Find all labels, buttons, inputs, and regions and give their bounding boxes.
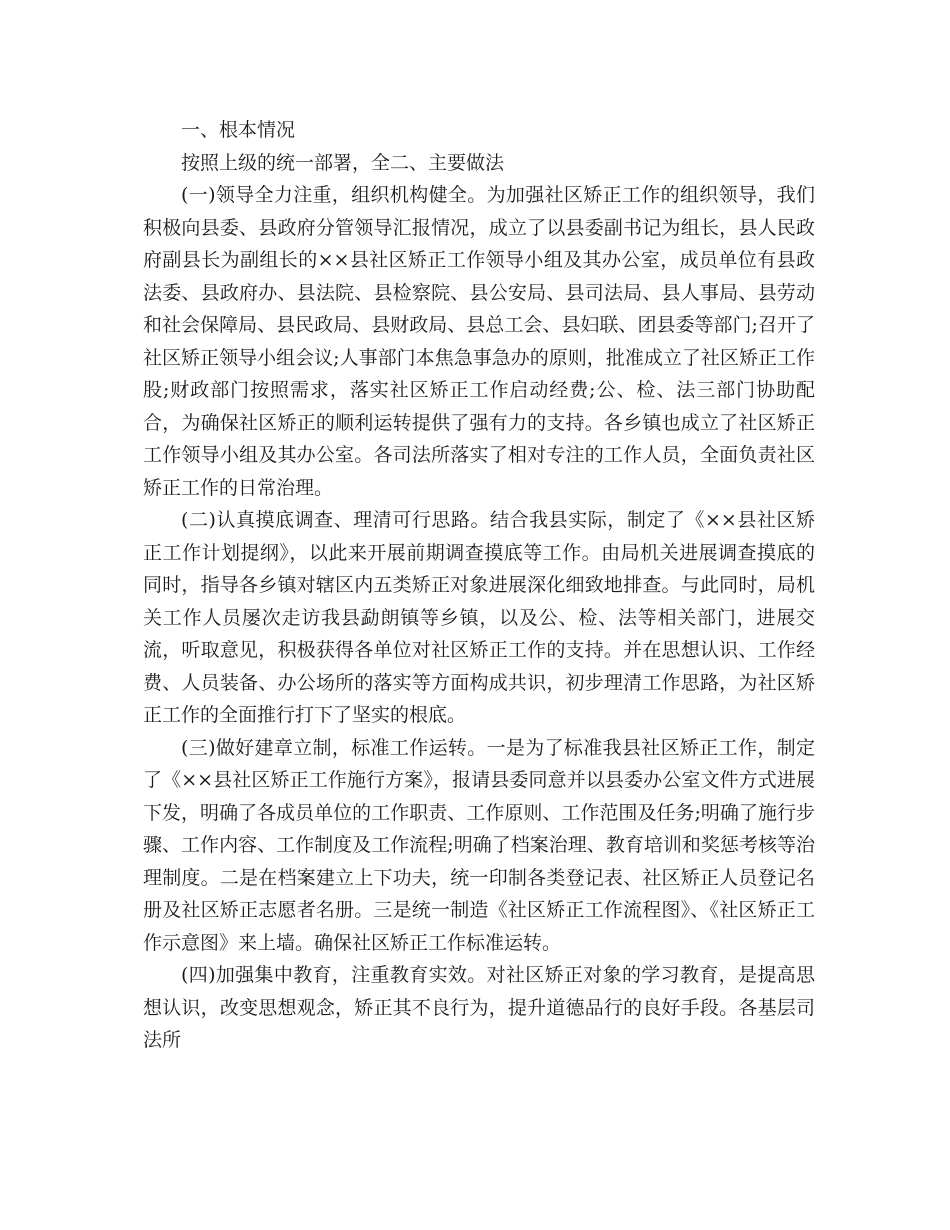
paragraph-leadership: (一)领导全力注重，组织机构健全。为加强社区矫正工作的组织领导，我们积极向县委、县政府分管领导汇报情况，成立了以县委副书记为组长，县人民政府副县长为副组长的××县社区矫正工作领导小组及其办公室，成员单位有县政法委、县政府办、县法院、县检察院、县公安局、县司法局、县人事局、县劳动和社会保障局、县民政局、县财政局、县总工会、县妇联、团县委等部门;召开了社区矫正领导小组会议;人事部门本焦急事急办的原则，批准成立了社区矫正工作股;财政部门按照需求，落实社区矫正工作启动经费;公、检、法三部门协助配合，为确保社区矫正的顺利运转提供了强有力的支持。各乡镇也成立了社区矫正工作领导小组及其办公室。各司法所落实了相对专注的工作人员，全面负责社区矫正工作的日常治理。 xyxy=(143,184,815,499)
intro-line: 按照上级的统一部署，全二、主要做法 xyxy=(181,151,505,174)
paragraph-education: (四)加强集中教育，注重教育实效。对社区矫正对象的学习教育，是提高思想认识，改变思想观念，矫正其不良行为，提升道德品行的良好手段。各基层司法所 xyxy=(143,964,815,1051)
paragraph-regulations: (三)做好建章立制，标准工作运转。一是为了标准我县社区矫正工作，制定了《××县社区矫正工作施行方案》，报请县委同意并以县委办公室文件方式进展下发，明确了各成员单位的工作职责、工作原则、工作范围及任务;明确了施行步骤、工作内容、工作制度及工作流程;明确了档案治理、教育培训和奖惩考核等治理制度。二是在档案建立上下功夫，统一印制各类登记表、社区矫正人员登记名册及社区矫正志愿者名册。三是统一制造《社区矫正工作流程图》、《社区矫正工作示意图》来上墙。确保社区矫正工作标准运转。 xyxy=(143,736,815,954)
document-body xyxy=(143,114,815,1057)
section-heading-basic-situation: 一、根本情况 xyxy=(181,119,296,141)
paragraph-investigation: (二)认真摸底调查、理清可行思路。结合我县实际，制定了《××县社区矫正工作计划提纲》，以此来开展前期调查摸底等工作。由局机关进展调查摸底的同时，指导各乡镇对辖区内五类矫正对象进展深化细致地排查。与此同时，局机关工作人员屡次走访我县勐朗镇等乡镇，以及公、检、法等相关部门，进展交流，听取意见，积极获得各单位对社区矫正工作的支持。并在思想认识、工作经费、人员装备、办公场所的落实等方面构成共识，初步理清工作思路，为社区矫正工作的全面推行打下了坚实的根底。 xyxy=(143,509,815,726)
